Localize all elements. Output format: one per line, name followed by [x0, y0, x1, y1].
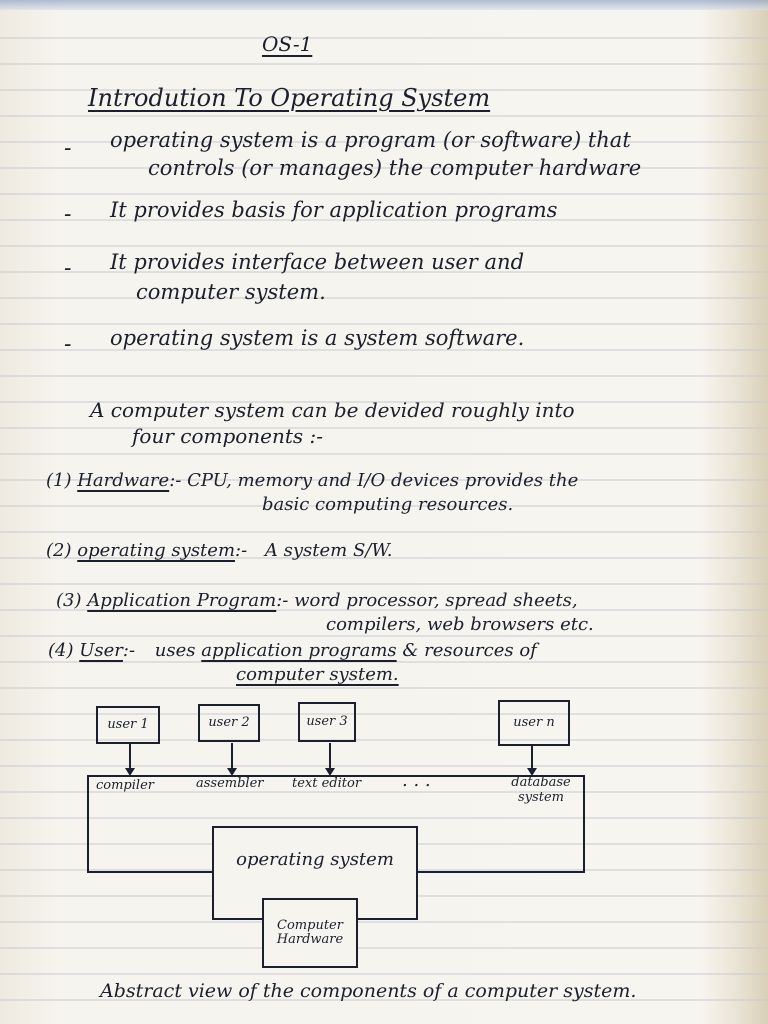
bullet-dash: - [64, 332, 72, 357]
user-box [498, 700, 570, 746]
page-header-text: OS-1 [262, 32, 313, 56]
component-name: Application Program [87, 590, 277, 611]
bullet-dash: - [64, 136, 72, 161]
user-box-label: user n [513, 714, 555, 730]
diagram-caption: Abstract view of the components of a computer system. [100, 980, 637, 1002]
bullet-dash: - [64, 202, 72, 227]
page-title-text: Introdution To Operating System [88, 84, 491, 112]
component-description-underlined: application programs [201, 640, 397, 661]
component-description: A system S/W. [264, 540, 393, 561]
user-box [298, 702, 356, 742]
computer-hardware-box-label: Computer Hardware [276, 917, 344, 947]
bullet-text: It provides interface between user and [110, 250, 525, 274]
bullet-text-continued: controls (or manages) the computer hardware [148, 156, 642, 180]
user-box [198, 704, 260, 742]
component-application-program-continued: compilers, web browsers etc. [326, 614, 594, 635]
bullet-dash: - [64, 256, 72, 281]
component-description: uses [154, 640, 196, 661]
component-number: (1) [46, 470, 72, 491]
app-label-text-editor: text editor [292, 776, 362, 791]
computer-hardware-box [262, 898, 358, 968]
user-box-label: user 3 [306, 713, 348, 729]
component-name: Hardware [77, 470, 170, 491]
app-dots: . . . [402, 770, 431, 791]
component-description-underlined: computer system. [236, 664, 399, 685]
component-name: User [79, 640, 123, 661]
component-description: word processor, spread sheets, [294, 590, 578, 611]
component-number: (2) [46, 540, 72, 561]
bullet-text: It provides basis for application programs [110, 198, 558, 222]
operating-system-box-label: operating system [236, 849, 394, 870]
app-label-database-system: database system [511, 775, 571, 805]
component-separator: :- [276, 590, 289, 611]
component-hardware-continued: basic computing resources. [262, 494, 514, 515]
app-label-assembler: assembler [196, 776, 264, 791]
component-separator: :- [235, 540, 248, 561]
component-description: CPU, memory and I/O devices provides the [187, 470, 579, 491]
intro-text: A computer system can be devided roughly into [90, 398, 575, 422]
component-separator: :- [169, 470, 182, 491]
component-number: (3) [56, 590, 82, 611]
component-number: (4) [48, 640, 74, 661]
component-separator: :- [122, 640, 136, 661]
bullet-text: operating system is a program (or software) that [110, 128, 631, 152]
user-box-label: user 2 [208, 714, 250, 730]
app-label-compiler: compiler [96, 778, 154, 793]
user-box-label: user 1 [107, 716, 149, 732]
user-box [96, 706, 160, 744]
bullet-text-continued: computer system. [136, 280, 326, 304]
intro-text-continued: four components :- [132, 424, 324, 448]
component-description: & resources of [402, 640, 537, 661]
bullet-text: operating system is a system software. [110, 326, 525, 350]
component-name: operating system [77, 540, 236, 561]
